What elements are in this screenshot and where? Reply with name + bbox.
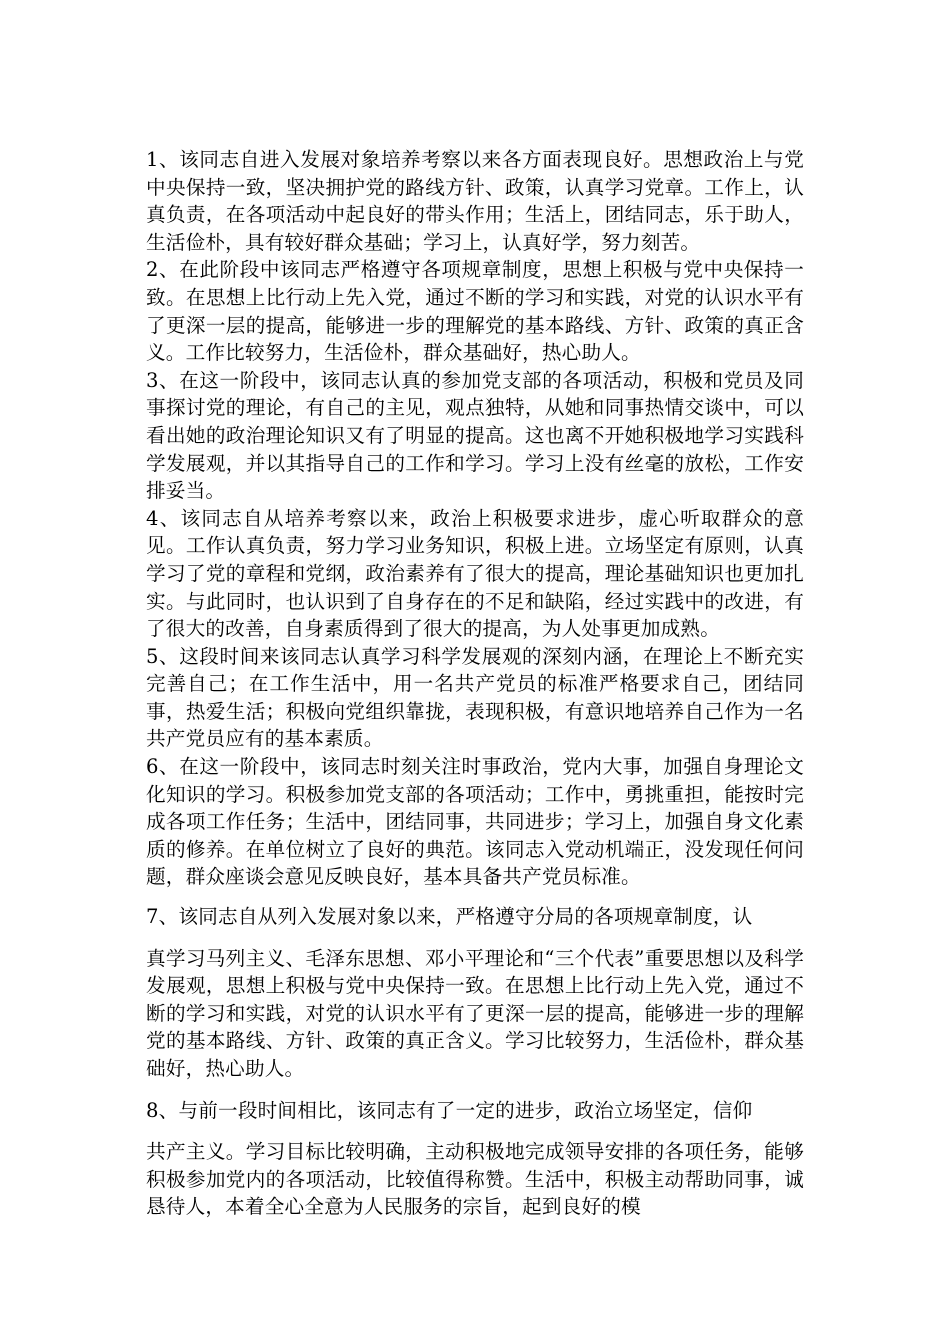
paragraph-6: 6、在这一阶段中，该同志时刻关注时事政治，党内大事，加强自身理论文化知识的学习。积极参加党支部的各项活动；工作中，勇挑重担，能按时完成各项工作任务；生活中，团结同事，共同进步；学习上，加强自身文化素质的修养。在单位树立了良好的典范。该同志入党动机端正，没发现任何问题，群众座谈会意见反映良好，基本具备共产党员标准。 [146, 755, 804, 889]
paragraph-1: 1、该同志自进入发展对象培养考察以来各方面表现良好。思想政治上与党中央保持一致，坚决拥护党的路线方针、政策，认真学习党章。工作上，认真负责，在各项活动中起良好的带头作用；生活上，团结同志，乐于助人，生活俭朴，具有较好群众基础；学习上，认真好学，努力刻苦。 [146, 148, 804, 254]
paragraph-3: 3、在这一阶段中，该同志认真的参加党支部的各项活动，积极和党员及同事探讨党的理论，有自己的主见，观点独特，从她和同事热情交谈中，可以看出她的政治理论知识又有了明显的提高。这也离不开她积极地学习实践科学发展观，并以其指导自己的工作和学习。学习上没有丝毫的放松，工作安排妥当。 [146, 368, 804, 503]
document-body [146, 146, 804, 1221]
paragraph-2: 2、在此阶段中该同志严格遵守各项规章制度，思想上积极与党中央保持一致。在思想上比行动上先入党，通过不断的学习和实践，对党的认识水平有了更深一层的提高，能够进一步的理解党的基本路线、方针、政策的真正含义。工作比较努力，生活俭朴，群众基础好，热心助人。 [146, 258, 804, 365]
paragraph-5: 5、这段时间来该同志认真学习科学发展观的深刻内涵，在理论上不断充实完善自己；在工作生活中，用一名共产党员的标准严格要求自己，团结同事，热爱生活；积极向党组织靠拢，表现积极，有意识地培养自己作为一名共产党员应有的基本素质。 [146, 644, 804, 751]
paragraph-8-body: 共产主义。学习目标比较明确，主动积极地完成领导安排的各项任务，能够积极参加党内的各项活动，比较值得称赞。生活中，积极主动帮助同事，诚恳待人，本着全心全意为人民服务的宗旨，起到良好的模 [146, 1140, 804, 1219]
paragraph-7-body: 真学习马列主义、毛泽东思想、邓小平理论和“三个代表”重要思想以及科学发展观，思想上积极与党中央保持一致。在思想上比行动上先入党，通过不断的学习和实践，对党的认识水平有了更深一层的提高，能够进一步的理解党的基本路线、方针、政策的真正含义。学习比较努力，生活俭朴，群众基础好，热心助人。 [146, 946, 804, 1080]
paragraph-7-lead: 7、该同志自从列入发展对象以来，严格遵守分局的各项规章制度，认 [146, 905, 753, 929]
paragraph-8-lead: 8、与前一段时间相比，该同志有了一定的进步，政治立场坚定，信仰 [146, 1098, 753, 1122]
paragraph-4: 4、该同志自从培养考察以来，政治上积极要求进步，虚心听取群众的意见。工作认真负责，努力学习业务知识，积极上进。立场坚定有原则，认真学习了党的章程和党纲，政治素养有了很大的提高，理论基础知识也更加扎实。与此同时，也认识到了自身存在的不足和缺陷，经过实践中的改进，有了很大的改善，自身素质得到了很大的提高，为人处事更加成熟。 [146, 506, 804, 641]
